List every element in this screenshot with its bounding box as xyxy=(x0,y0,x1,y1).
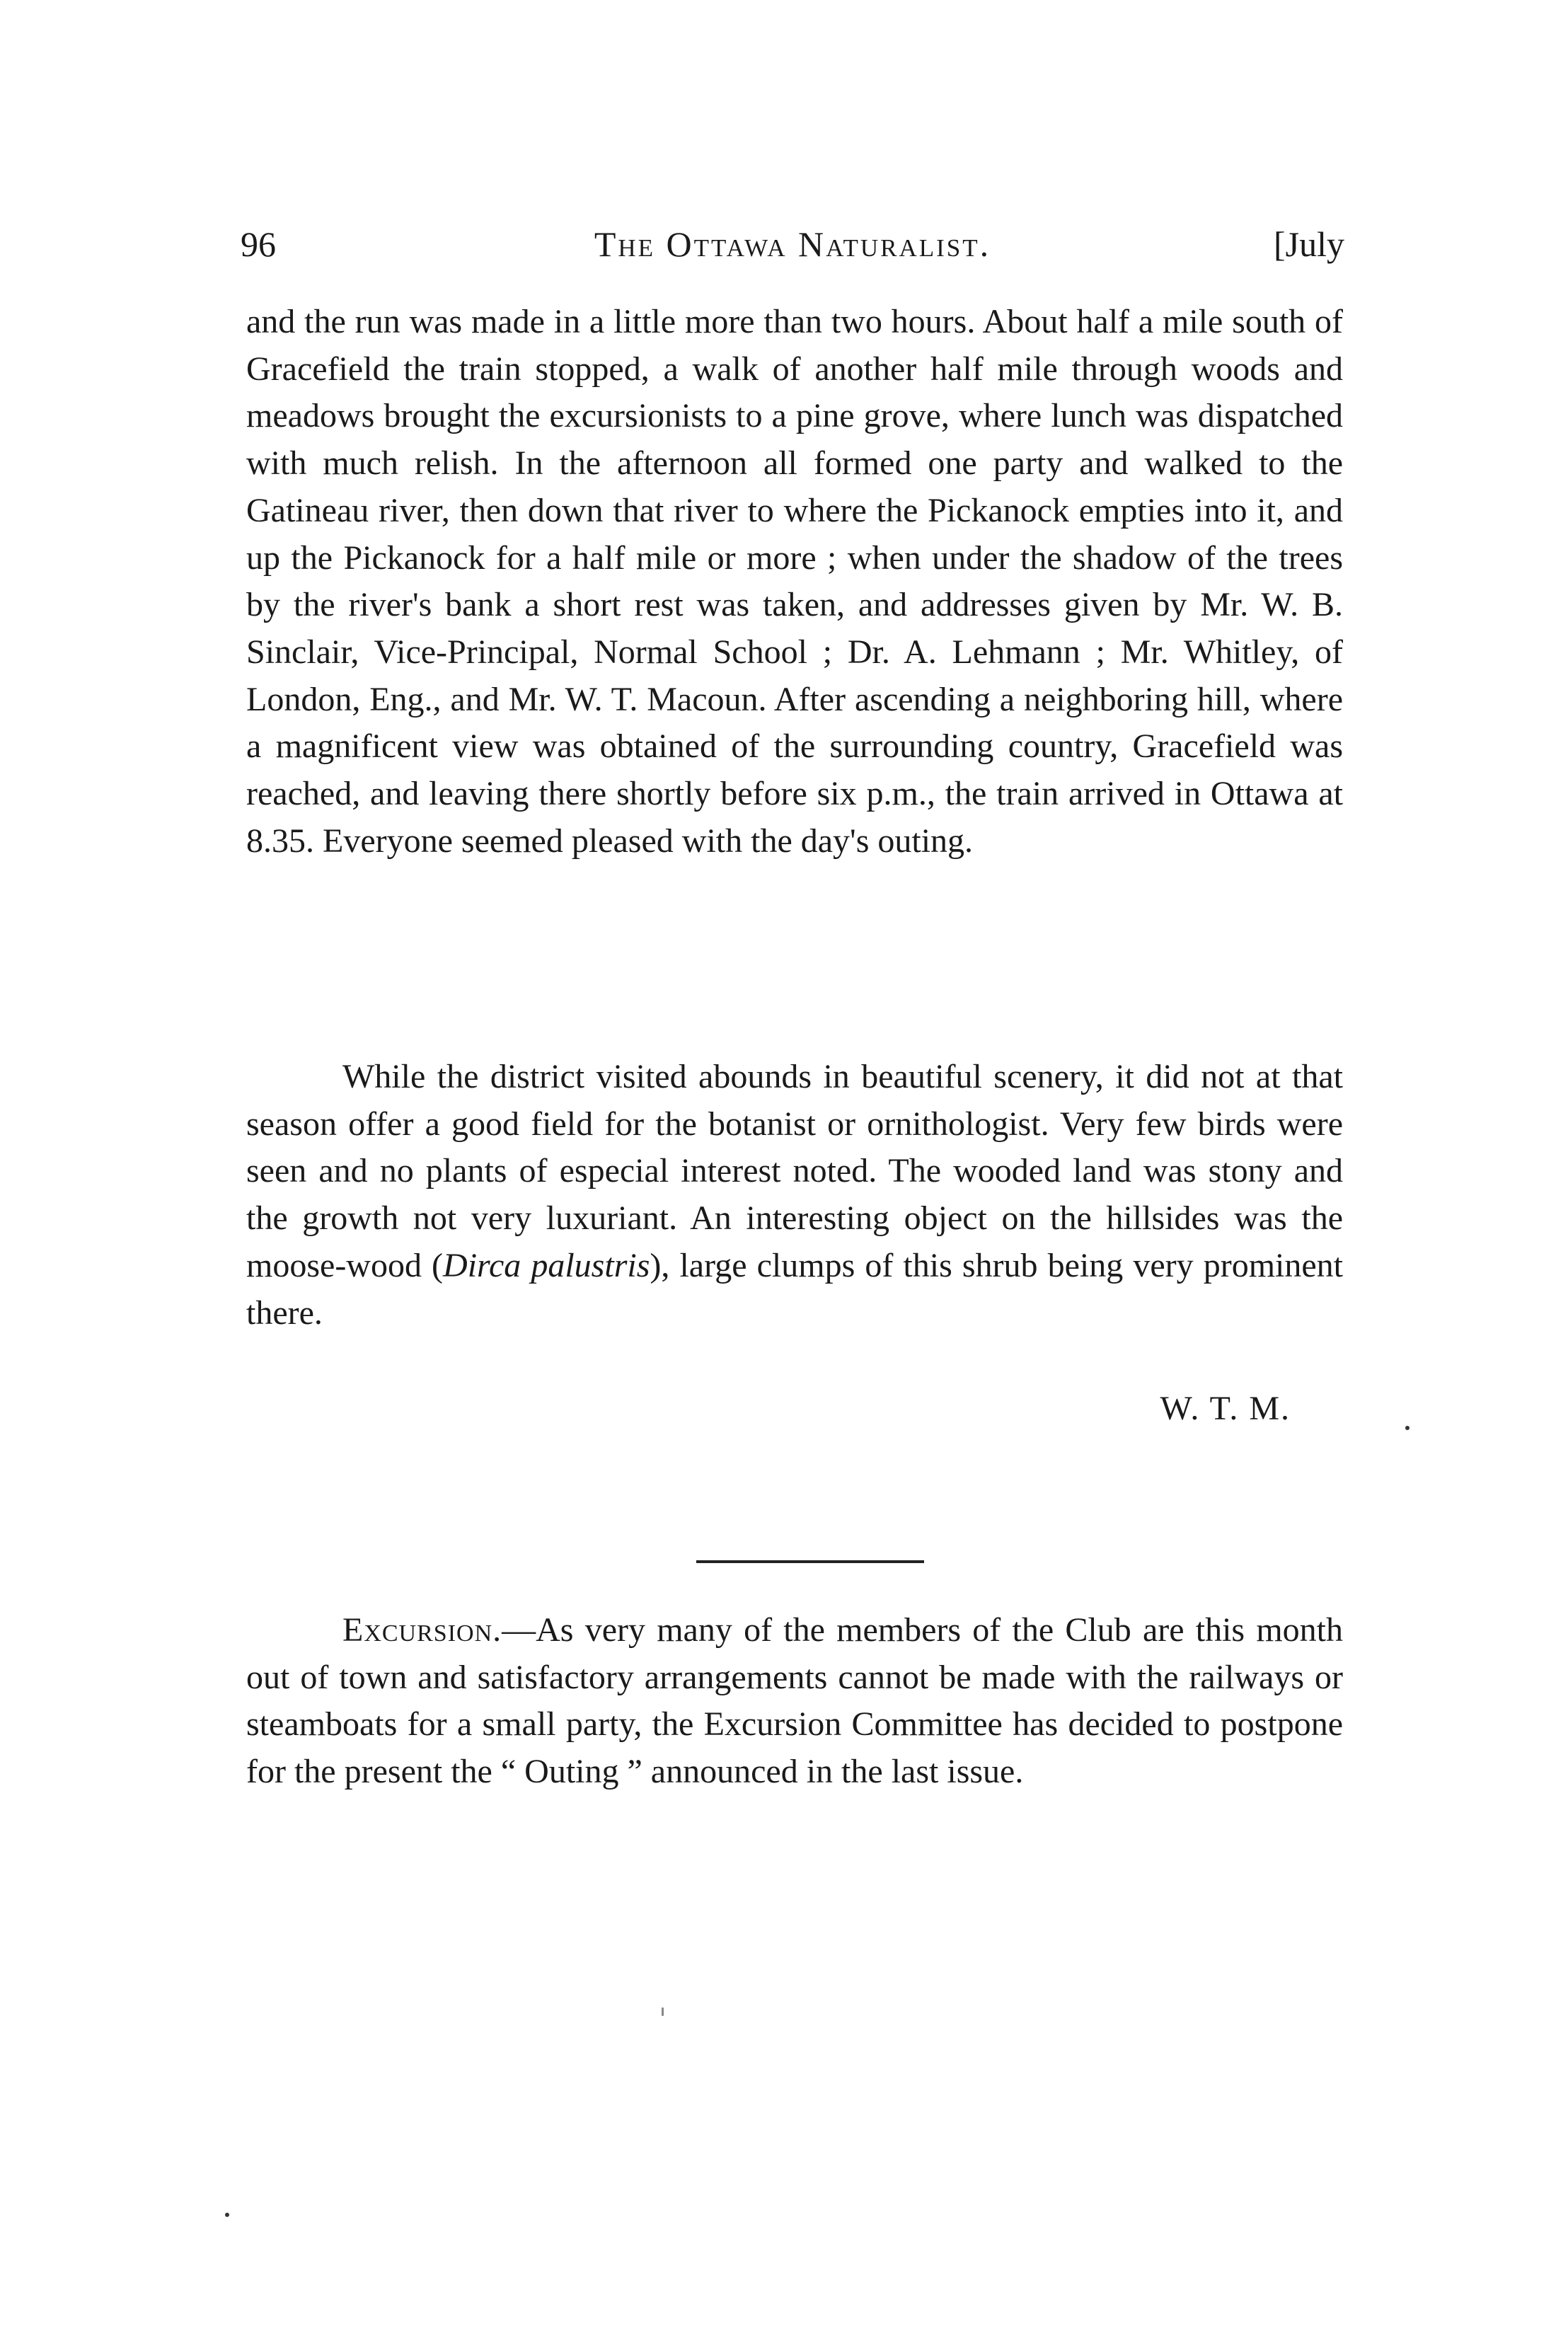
excursion-report-paragraph-1 xyxy=(246,299,1343,865)
ink-speck xyxy=(662,2007,664,2016)
paragraph-text-start: While the district visited abounds in beautiful scenery, it did not at that season offer a good field for the botanist or ornithologist. Very few birds were seen and no plants of especial interest noted. The wooded land was stony and the growth not very luxuriant. An interesting object on the hillsides was the moose-wood ( xyxy=(246,1058,1343,1284)
notice-heading: Excursion. xyxy=(342,1611,502,1649)
notice-body: —As very many of the members of the Club are this month out of town and satisfactory arrangements cannot be made with the railways or steamboats for a small party, the Excursion Committee has decided to postpone for the present the “ Outing ” announced in the last issue. xyxy=(246,1611,1343,1791)
author-signature: W. T. M. xyxy=(1160,1390,1291,1427)
section-divider xyxy=(696,1560,924,1563)
issue-month: [July xyxy=(1274,224,1344,264)
ink-speck xyxy=(225,2213,229,2217)
notice-text xyxy=(246,1607,1343,1796)
running-header xyxy=(241,212,1344,276)
paragraph-text-end: ), large clumps of this shrub being very prominent there. xyxy=(246,1246,1344,1332)
excursion-report-paragraph-2 xyxy=(246,1054,1343,1337)
paragraph-text xyxy=(246,1054,1343,1337)
excursion-notice xyxy=(246,1607,1343,1796)
ink-speck xyxy=(1405,1426,1410,1430)
species-name: Dirca palustris xyxy=(443,1246,650,1284)
page-number: 96 xyxy=(241,224,276,264)
journal-title: The Ottawa Naturalist. xyxy=(594,224,991,264)
paragraph-text: and the run was made in a little more than two hours. About half a mile south of Gracefield the train stopped, a walk of another half mile through woods and meadows brought the excursionists to a pine grove, where lunch was dispatched with much relish. In the afternoon all formed one party and walked to the Gatineau river, then down that river to where the Pickanock empties into it, and up the Pickanock for a half mile or more ; when under the shadow of the trees by the river's bank a short rest was taken, and addresses given by Mr. W. B. Sinclair, Vice-Principal, Normal School ; Dr. A. Lehmann ; Mr. Whitley, of London, Eng., and Mr. W. T. Macoun. After ascending a neighboring hill, where a magnificent view was obtained of the surrounding country, Gracefield was reached, and leaving there shortly before six p.m., the train arrived in Ottawa at 8.35. Everyone seemed pleased with the day's outing. xyxy=(246,303,1343,860)
